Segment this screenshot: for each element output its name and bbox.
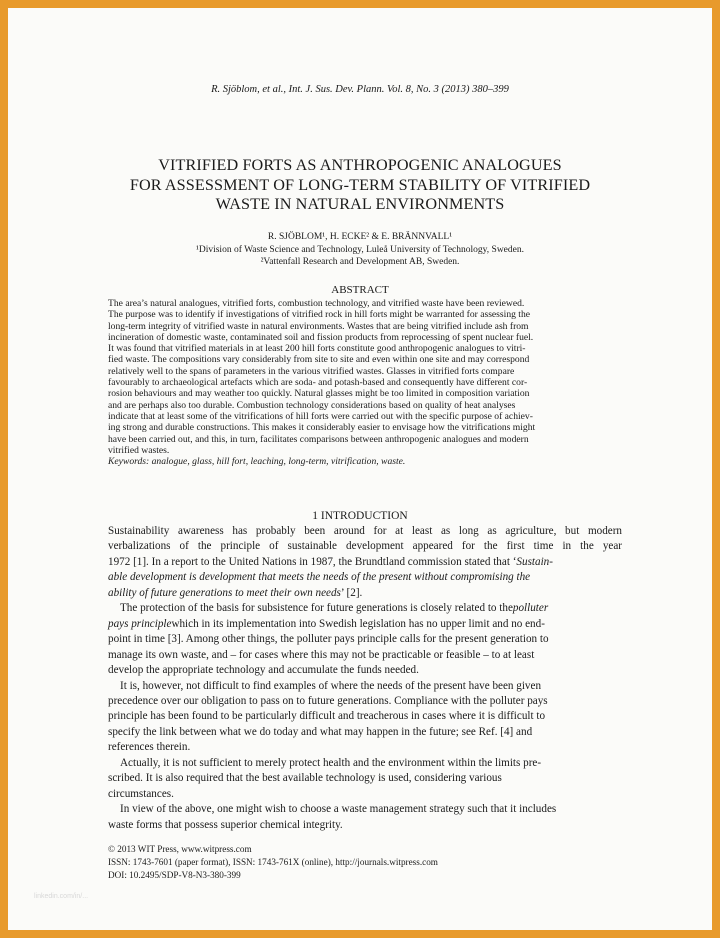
running-header: R. Sjöblom, et al., Int. J. Sus. Dev. Plann. Vol. 8, No. 3 (2013) 380–399 [211, 84, 509, 95]
text-run-italic: able development is development that meets the needs of the present without compromising the [108, 571, 531, 584]
abstract-line: incineration of domestic waste, contaminated soil and fission products from reprocessing of spent nuclear fuel. [108, 331, 534, 343]
paper-title [68, 156, 652, 215]
text-run: references therein. [108, 741, 191, 754]
text-run: circumstances. [108, 787, 174, 800]
abstract-line: The area’s natural analogues, vitrified forts, combustion technology, and vitrified waste have been reviewed. [108, 298, 525, 309]
body-line [108, 617, 622, 632]
abstract-line: indicate that at least some of the vitrifications of hill forts were carried out with the specific purpose of achiev- [108, 410, 533, 422]
abstract-line: fied waste. The compositions vary considerably from site to site and even within one site and may correspond [108, 354, 530, 366]
text-run-italic: ability of future generations to meet their own needs [108, 586, 341, 599]
body-line [108, 663, 622, 678]
body-text [108, 524, 622, 833]
text-run: point in time [3]. Among other things, the polluter pays principle calls for the present generation to [108, 633, 549, 646]
body-line [108, 709, 622, 724]
abstract-line: favourably to archaeological artefacts which are soda- and potash-based and consequently have different cor- [108, 377, 528, 389]
text-run-italic: Sustain- [516, 555, 553, 568]
keywords: Keywords: analogue, glass, hill fort, leaching, long-term, vitrification, waste. [108, 456, 406, 468]
body-line [108, 818, 622, 833]
title-line: VITRIFIED FORTS AS ANTHROPOGENIC ANALOGUES [158, 156, 562, 174]
paper-page [8, 8, 712, 930]
abstract-text [108, 298, 621, 467]
text-run: verbalizations of the principle of sustainable development appeared for the first time in the year [108, 540, 622, 553]
abstract-line: The purpose was to identify if investigations of vitrified rock in hill forts might be warranted for assessing the [108, 309, 531, 321]
title-line: FOR ASSESSMENT OF LONG-TERM STABILITY OF VITRIFIED [129, 175, 591, 194]
abstract-line: relatively well to the spans of parameters in the various vitrified wastes. Glasses in vitrified forts compare [108, 365, 515, 377]
body-line [108, 740, 622, 755]
text-run-italic: pays principle [108, 617, 172, 630]
text-run: 1972 [1]. In a report to the United Nations in 1987, the Brundtland commission stated that ‘ [108, 555, 517, 568]
body-line [108, 524, 622, 539]
text-run: In view of the above, one might wish to choose a waste management strategy such that it includes [120, 803, 557, 816]
body-line [108, 586, 622, 601]
body-line [108, 787, 622, 802]
text-run: It is, however, not difficult to find examples of where the needs of the present have been given [120, 679, 542, 692]
issn-line: ISSN: 1743-7601 (paper format), ISSN: 1743-761X (online), http://journals.witpress.com [108, 857, 438, 867]
text-run: ’ [2]. [340, 586, 363, 599]
body-line [108, 725, 622, 740]
abstract-line: It was found that vitrified materials in at least 200 hill forts constitute good anthropogenic analogues to vitri- [108, 343, 526, 355]
body-line [108, 756, 622, 771]
section-heading: 1 INTRODUCTION [312, 510, 408, 522]
author-names: R. SJÖBLOM¹, H. ECKE² & E. BRÄNNVALL¹ [267, 232, 453, 242]
abstract-line: ing strong and durable constructions. This makes it considerably easier to envisage how the vitrifications might [108, 422, 536, 434]
body-line [108, 632, 622, 647]
text-run: develop the appropriate technology and accumulate the funds needed. [108, 664, 419, 677]
body-line [108, 601, 622, 616]
abstract-line: rosion behaviours and may weather too quickly. Natural glasses might be too limited in composition variation [108, 388, 530, 400]
author-block [8, 231, 712, 269]
text-run: waste forms that possess superior chemical integrity. [108, 818, 343, 831]
abstract-line: have been carried out, and this, in turn, facilitates comparisons between anthropogenic analogues and modern [108, 433, 529, 445]
text-run: Actually, it is not sufficient to merely protect health and the environment within the limits pre- [120, 756, 542, 769]
text-run: principle has been found to be particularly difficult and treacherous in cases where it is difficult to [108, 710, 546, 723]
doi-line: DOI: 10.2495/SDP-V8-N3-380-399 [108, 870, 241, 880]
watermark: linkedin.com/in/... [34, 893, 89, 900]
title-line: WASTE IN NATURAL ENVIRONMENTS [215, 195, 505, 213]
body-line [108, 694, 622, 709]
abstract-line: vitrified wastes. [108, 444, 170, 456]
abstract-line: long-term integrity of vitrified waste in natural environments. Wastes that are being vitrified include ash from [108, 320, 529, 332]
body-line [108, 771, 622, 786]
copyright-footer [108, 843, 438, 882]
text-run: Sustainability awareness has probably been around for at least as long as agriculture, but modern [108, 525, 622, 537]
body-line [108, 802, 622, 817]
text-run: specify the link between what we do today and what may happen in the future; see Ref. [4] and [108, 725, 533, 738]
body-line [108, 555, 622, 570]
text-run-italic: polluter [512, 602, 549, 615]
text-run: The protection of the basis for subsistence for future generations is closely related to the [120, 602, 513, 615]
body-line [108, 679, 622, 694]
abstract-heading: ABSTRACT [331, 284, 389, 296]
affiliation: ²Vattenfall Research and Development AB, Sweden. [260, 257, 460, 267]
body-line [108, 539, 622, 554]
text-run: manage its own waste, and – for cases where this may not be practicable or feasible – to at least [108, 648, 535, 661]
text-run: which in its implementation into Swedish legislation has no upper limit and no end- [171, 617, 545, 630]
body-line [108, 570, 622, 585]
abstract-line: and are perhaps also too durable. Combustion technology considerations based on quality of heat analyses [108, 399, 516, 411]
affiliation: ¹Division of Waste Science and Technology, Luleå University of Technology, Sweden. [196, 244, 524, 255]
copyright-line: © 2013 WIT Press, www.witpress.com [108, 844, 252, 854]
text-run: scribed. It is also required that the best available technology is used, considering various [108, 772, 502, 785]
body-line [108, 648, 622, 663]
text-run: precedence over our obligation to pass on to future generations. Compliance with the polluter pays [108, 694, 548, 707]
